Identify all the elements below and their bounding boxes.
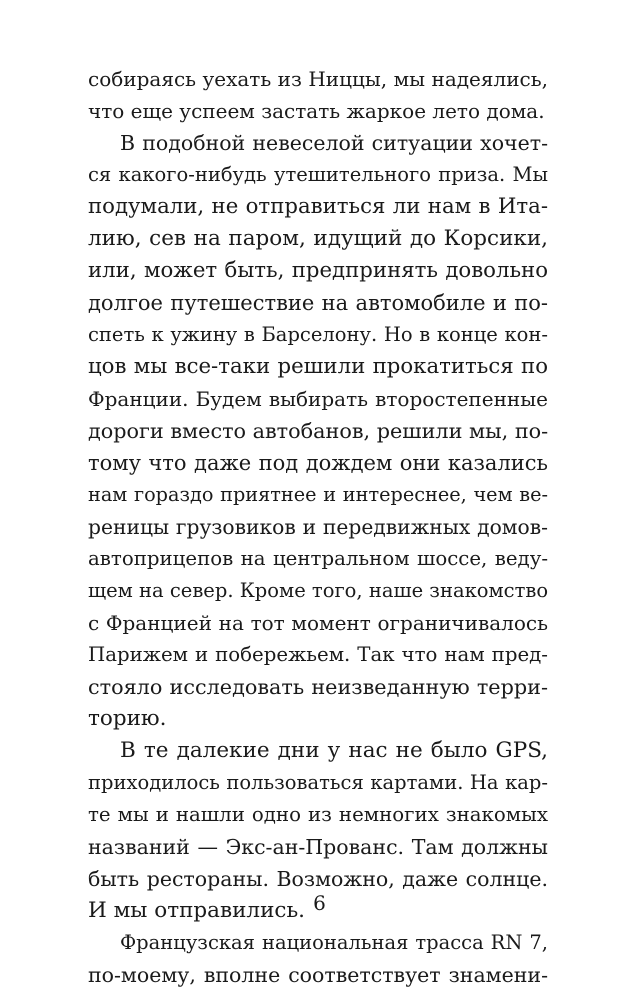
paragraph-2	[88, 127, 548, 735]
text-line: автоприцепов на центральном шоссе, веду-	[88, 547, 548, 570]
text-line: ся какого-нибудь утешительного приза. Мы	[88, 163, 548, 186]
text-line: собираясь уехать из Ниццы, мы надеялись,	[88, 67, 548, 91]
body-text	[88, 63, 548, 991]
text-line: нам гораздо приятнее и интереснее, чем ве-	[88, 483, 548, 506]
text-line: по-моему, вполне соответствует знамени-	[88, 963, 548, 987]
text-line: дороги вместо автобанов, решили мы, по-	[88, 419, 549, 443]
text-line: торию.	[88, 706, 167, 731]
text-line: В те далекие дни у нас не было GPS,	[120, 738, 548, 763]
text-line: те мы и нашли одно из немногих знакомых	[88, 803, 548, 826]
text-line: что еще успеем застать жаркое лето дома.	[88, 99, 545, 123]
text-line: В подобной невеселой ситуации хочет-	[120, 131, 548, 155]
text-line: реницы грузовиков и передвижных домов-	[88, 515, 548, 539]
text-line: долгое путешествие на автомобиле и по-	[88, 291, 548, 315]
text-line: или, может быть, предпринять довольно	[88, 258, 548, 283]
text-line: Франции. Будем выбирать второстепенные	[88, 387, 548, 411]
paragraph-1	[88, 63, 548, 127]
text-line: щем на север. Кроме того, наше знакомство	[88, 579, 549, 602]
text-line: приходилось пользоваться картами. На кар-	[88, 771, 548, 794]
text-line: Парижем и побережьем. Так что нам пред-	[88, 643, 548, 666]
text-line: названий — Экс-ан-Прованс. Там должны	[88, 835, 548, 859]
text-line: спеть к ужину в Барселону. Но в конце кон-	[88, 323, 548, 346]
text-line: Французская национальная трасса RN 7,	[120, 931, 548, 954]
text-line: с Францией на тот момент ограничивалось	[88, 611, 548, 635]
text-line: цов мы все-таки решили прокатиться по	[88, 354, 548, 379]
paragraph-4	[88, 927, 548, 991]
text-line: И мы отправились.	[88, 898, 306, 923]
text-line: стояло исследовать неизведанную терри-	[88, 675, 548, 699]
text-line: лию, сев на паром, идущий до Корсики,	[88, 226, 548, 251]
text-line: подумали, не отправиться ли нам в Ита-	[88, 194, 548, 219]
page-number: 6	[313, 891, 326, 915]
text-line: быть рестораны. Возможно, даже солнце.	[88, 867, 548, 891]
text-line: тому что даже под дождем они казались	[88, 451, 548, 475]
